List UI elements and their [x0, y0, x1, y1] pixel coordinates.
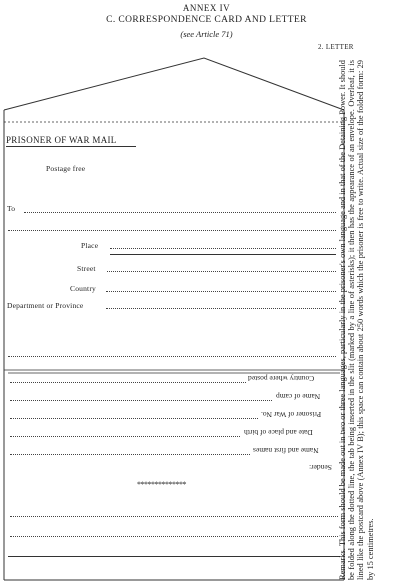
names-label: Name and first names: [253, 446, 319, 455]
department-label: Department or Province: [7, 301, 84, 310]
to-line[interactable]: [24, 212, 336, 213]
department-line[interactable]: [106, 308, 336, 309]
postage-label: Postage free: [46, 164, 86, 173]
country-line[interactable]: [106, 291, 336, 292]
birth-line[interactable]: [10, 436, 240, 437]
names-line[interactable]: [10, 454, 250, 455]
remarks-text: Remarks. This form should be made out in two or three languages, particularly in the prisoner's own language and in that of the Detaining Power. It should be folded along the dotted line, the tab being inserted in the slit (marked by a line of asterisks); it then has the appearance of an envelope. Overleaf, it is lined like the postcard above (Annex IV B); this space can contain about 250 words which the prisoner is free to write. Actual size of the folded form: 29 by 15 centimetres.: [338, 60, 375, 580]
street-label: Street: [77, 264, 96, 273]
camp-name-line[interactable]: [10, 400, 272, 401]
annex-heading: ANNEX IV: [182, 3, 231, 13]
address-line-1[interactable]: [8, 230, 336, 231]
pow-number-line[interactable]: [10, 418, 258, 419]
camp-name-label: Name of camp: [276, 392, 321, 401]
place-underline: [110, 254, 336, 255]
street-line[interactable]: [107, 271, 336, 272]
form-subtitle: (see Article 71): [180, 29, 233, 39]
back-line-2[interactable]: [10, 536, 338, 537]
country-posted-label: Country where posted: [248, 374, 315, 383]
country-posted-line[interactable]: [10, 382, 246, 383]
form-title: C. CORRESPONDENCE CARD AND LETTER: [106, 15, 307, 25]
back-rule: [8, 556, 340, 557]
place-label: Place: [81, 241, 99, 250]
to-label: To: [7, 204, 16, 213]
extra-line[interactable]: [8, 356, 336, 357]
insertion-slit: **************: [137, 480, 186, 489]
country-label: Country: [70, 284, 96, 293]
birth-label: Date and place of birth: [244, 428, 313, 437]
form-number: 2. LETTER: [318, 43, 354, 51]
remarks-panel: [338, 60, 408, 580]
heading-underline: [6, 146, 136, 147]
mail-heading: PRISONER OF WAR MAIL: [6, 135, 117, 145]
pow-number-label: Prisoner of War No.: [261, 410, 322, 419]
back-line-1[interactable]: [10, 516, 338, 517]
sender-label: Sender:: [309, 463, 332, 472]
place-line[interactable]: [110, 248, 336, 249]
